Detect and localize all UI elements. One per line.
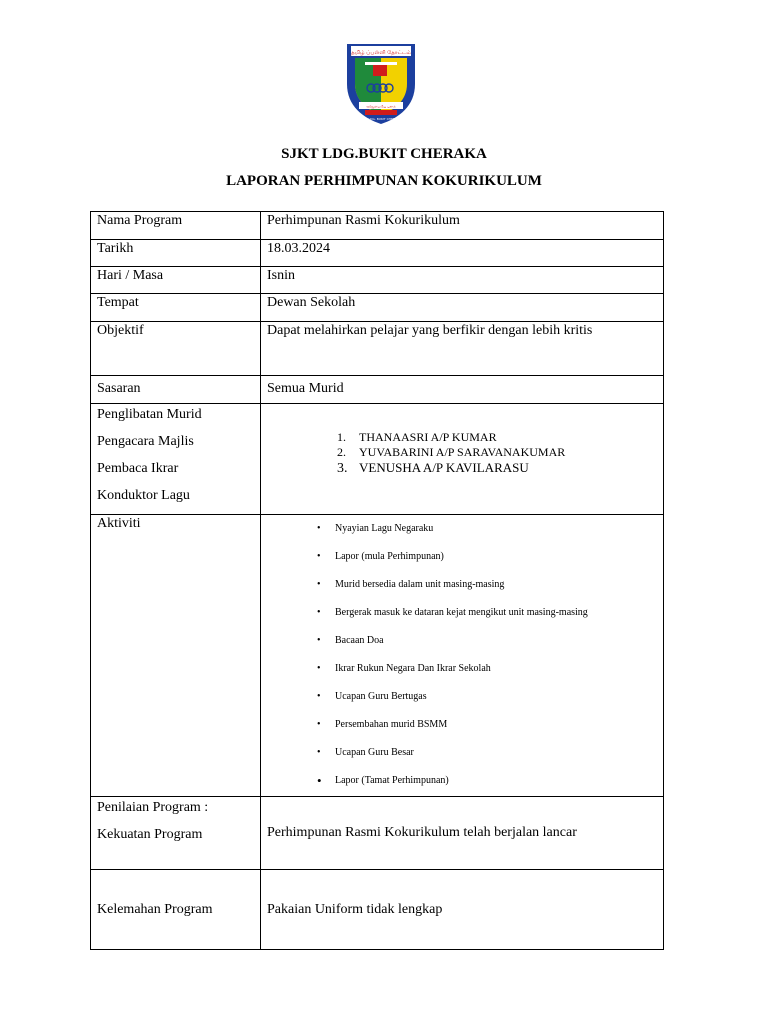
place-value: Dewan Sekolah: [261, 294, 664, 322]
objective-label: Objektif: [91, 322, 261, 376]
table-row: [91, 212, 664, 240]
bullet-icon: •: [317, 719, 321, 730]
students-cell: [261, 404, 664, 515]
table-row: [91, 870, 664, 950]
svg-text:SJKT LDG. BUKIT CHERAKA: SJKT LDG. BUKIT CHERAKA: [361, 117, 401, 121]
date-label: Tarikh: [91, 240, 261, 267]
bullet-icon: •: [317, 551, 321, 562]
day-label: Hari / Masa: [91, 267, 261, 294]
activities-cell: [261, 515, 664, 797]
involvement-label: Penglibatan Murid: [97, 407, 202, 422]
program-label: Nama Program: [91, 212, 261, 240]
school-crest-logo: [343, 40, 419, 126]
evaluation-label: Penilaian Program :: [97, 800, 209, 815]
activities-label: Aktiviti: [91, 515, 261, 797]
bullet-icon: •: [317, 691, 321, 702]
weakness-value: Pakaian Uniform tidak lengkap: [261, 870, 664, 950]
target-label: Sasaran: [91, 376, 261, 404]
bullet-icon: •: [317, 663, 321, 674]
bullet-icon: •: [317, 747, 321, 758]
objective-value: Dapat melahirkan pelajar yang berfikir dengan lebih kritis: [261, 322, 664, 376]
table-row: [91, 515, 664, 797]
strength-label: Kekuatan Program: [97, 827, 203, 842]
day-value: Isnin: [261, 267, 664, 294]
table-row: [91, 240, 664, 267]
table-row: [91, 322, 664, 376]
student-name: VENUSHA A/P KAVILARASU: [359, 460, 529, 475]
target-value: Semua Murid: [261, 376, 664, 404]
list-item: • Lapor (Tamat Perhimpunan): [267, 767, 657, 795]
svg-text:ஒற்றுமையே பலம்: ஒற்றுமையே பலம்: [366, 104, 396, 109]
bullet-icon: •: [317, 579, 321, 590]
bullet-icon: •: [317, 523, 321, 534]
list-item: • Ikrar Rukun Negara Dan Ikrar Sekolah: [267, 655, 657, 683]
table-row: [91, 376, 664, 404]
report-title-heading: LAPORAN PERHIMPUNAN KOKURIKULUM: [226, 173, 542, 189]
students-list: [267, 430, 657, 476]
list-item: • Persembahan murid BSMM: [267, 711, 657, 739]
list-item: • Murid bersedia dalam unit masing-masing: [267, 571, 657, 599]
strength-value: Perhimpunan Rasmi Kokurikulum telah berjalan lancar: [261, 797, 664, 870]
list-item: • Nyayian Lagu Negaraku: [267, 515, 657, 543]
bullet-icon: •: [317, 773, 322, 788]
list-item: 3. VENUSHA A/P KAVILARASU: [337, 460, 529, 476]
report-table: [90, 211, 664, 950]
bullet-icon: •: [317, 607, 321, 618]
crest-top-text: தமிழ் ப்பள்ளி தோட்டம்: [351, 50, 411, 56]
pledge-reader-label: Pembaca Ikrar: [97, 461, 179, 476]
table-row: [91, 404, 664, 515]
list-item: 1. THANAASRI A/P KUMAR: [337, 430, 497, 444]
place-label: Tempat: [91, 294, 261, 322]
list-item: • Lapor (mula Perhimpunan): [267, 543, 657, 571]
weakness-label: Kelemahan Program: [91, 870, 261, 950]
emcee-label: Pengacara Majlis: [97, 434, 194, 449]
list-item: 2. YUVABARINI A/P SARAVANAKUMAR: [337, 445, 566, 459]
list-item: • Bacaan Doa: [267, 627, 657, 655]
table-row: [91, 797, 664, 870]
evaluation-labels: [91, 797, 261, 870]
student-name: YUVABARINI A/P SARAVANAKUMAR: [359, 445, 566, 459]
table-row: [91, 294, 664, 322]
bullet-icon: •: [317, 635, 321, 646]
list-item: • Bergerak masuk ke dataran kejat mengikut unit masing-masing: [267, 599, 657, 627]
list-item: • Ucapan Guru Besar: [267, 739, 657, 767]
song-conductor-label: Konduktor Lagu: [97, 488, 190, 503]
activities-list: [267, 515, 657, 795]
student-name: THANAASRI A/P KUMAR: [359, 430, 497, 444]
table-row: [91, 267, 664, 294]
date-value: 18.03.2024: [261, 240, 664, 267]
list-item: • Ucapan Guru Bertugas: [267, 683, 657, 711]
involvement-labels: [91, 404, 261, 515]
program-value: Perhimpunan Rasmi Kokurikulum: [261, 212, 664, 240]
school-name-heading: SJKT LDG.BUKIT CHERAKA: [281, 146, 487, 162]
